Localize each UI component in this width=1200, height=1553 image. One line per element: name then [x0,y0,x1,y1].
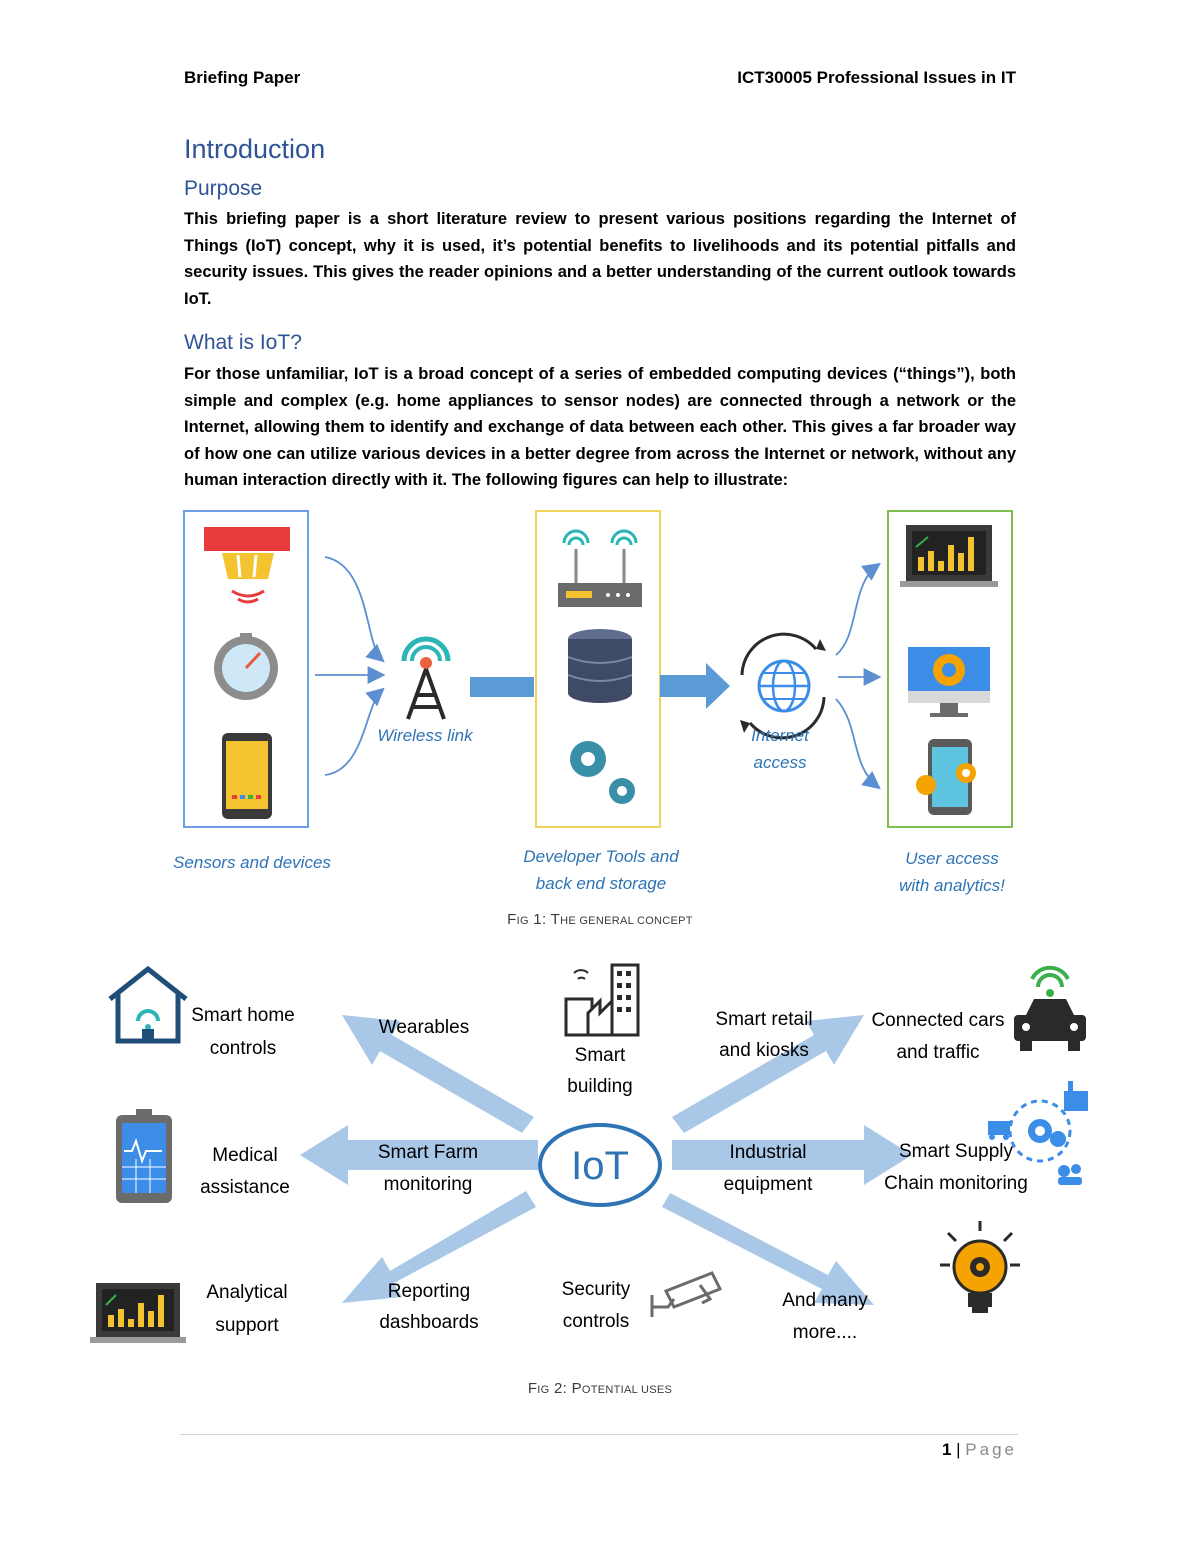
industrial-label-2: equipment [723,1174,813,1195]
caption-1-ig: IG [516,915,529,927]
wearables-label: Wearables [378,1017,470,1038]
caption-2-rest: OTENTIAL USES [581,1384,673,1396]
what-is-iot-paragraph: For those unfamiliar, IoT is a broad concept of a series of embedded computing devices (“things”), both simple and complex (e.g. home appliances to sensor nodes) are connected through a network or the Internet, allowing them to identify and exchange of data between each other. This gives a far broader way of how one can utilize various devices in a better degree from across the Internet or network, without any human interaction directly with it. The following figures can help to illustrate: [184,365,1016,489]
reporting-label-2: dashboards [379,1312,479,1333]
caption-2-ig: IG [537,1384,550,1396]
sensors-devices-label: Sensors and devices [173,853,331,872]
user-access-label-2: with analytics! [899,876,1005,895]
page-word: Page [965,1440,1017,1459]
footer-divider [180,1434,1018,1435]
caption-2-num: 2: [549,1380,572,1397]
smart-retail-label-1: Smart retail [715,1009,813,1030]
iot-center-label: IoT [571,1144,629,1188]
gauge-icon [214,633,278,700]
figure-1 [160,505,1040,905]
more-label-2: more.... [792,1322,858,1343]
figure-2-caption [0,1380,1200,1397]
connected-car-icon [1014,968,1086,1051]
wireless-tower-icon [404,639,448,719]
caption-1-num: 1: [528,911,551,928]
smart-home-icon [110,969,186,1041]
medical-label-2: assistance [200,1177,290,1198]
connected-cars-label-2: and traffic [896,1042,980,1063]
purpose-paragraph: This briefing paper is a short literature review to present various positions regarding the Internet of Things (IoT) concept, why it is used, it’s potential benefits to livelihoods and its potential pitfalls and security issues. This gives the reader opinions and a better understanding of the current outlook towards IoT. [184,210,1016,308]
medical-label-1: Medical [212,1145,278,1166]
smoke-detector-icon [204,527,290,602]
caption-1-rest: HE GENERAL CONCEPT [560,915,693,927]
gears-icon [570,741,635,804]
smart-home-label-2: controls [209,1038,277,1059]
connected-cars-label-1: Connected cars [871,1010,1005,1031]
smart-retail-label-2: and kiosks [719,1040,809,1061]
smart-farm-label-1: Smart Farm [377,1142,479,1163]
analytics-laptop-icon [90,1283,186,1343]
caption-2-f: F [527,1380,538,1397]
developer-tools-label-1: Developer Tools and [523,847,679,866]
header-right: ICT30005 Professional Issues in IT [737,68,1016,87]
laptop-chart-icon [900,525,998,587]
smart-building-label-1: Smart [574,1045,626,1066]
wireless-link-label: Wireless link [377,726,473,745]
lightbulb-icon [940,1221,1020,1313]
smart-farm-label-2: monitoring [383,1174,473,1195]
security-label-2: controls [562,1311,630,1332]
database-icon [568,629,632,703]
monitor-gear-icon [908,647,990,717]
subheading-what-is-iot: What is IoT? [184,331,302,354]
router-icon [558,531,642,607]
phone-analytics-icon [916,739,976,815]
smart-home-label-1: Smart home [191,1005,295,1026]
reporting-label-1: Reporting [387,1281,471,1302]
section-heading-introduction: Introduction [184,134,326,164]
developer-tools-label-2: back end storage [535,874,667,893]
header-left: Briefing Paper [184,68,301,87]
smart-building-icon [566,965,638,1035]
user-access-label-1: User access [905,849,999,868]
more-label-1: And many [782,1290,868,1311]
figure-1-graphic [160,505,1040,905]
caption-1-t: T [550,911,561,928]
page-number [942,1440,1017,1460]
internet-access-label-2: access [753,753,807,772]
figure-1-caption [0,911,1200,928]
globe-icon [740,634,826,738]
page-number-value: 1 [941,1440,952,1459]
internet-access-label-1: Internet [751,726,809,745]
smartphone-icon [222,733,272,819]
industrial-label-1: Industrial [729,1142,807,1163]
analytical-label-2: support [215,1315,279,1336]
security-camera-icon [652,1273,720,1317]
caption-2-p: P [571,1380,582,1397]
smart-building-label-2: building [567,1076,633,1097]
security-label-1: Security [561,1279,631,1300]
medical-tablet-icon [116,1109,172,1203]
caption-1-f: F [507,911,517,928]
supply-chain-label-2: Chain monitoring [884,1173,1028,1194]
supply-chain-label-1: Smart Supply [898,1141,1014,1162]
analytical-label-1: Analytical [206,1282,288,1303]
subheading-purpose: Purpose [184,177,263,200]
page-separator: | [951,1440,966,1459]
